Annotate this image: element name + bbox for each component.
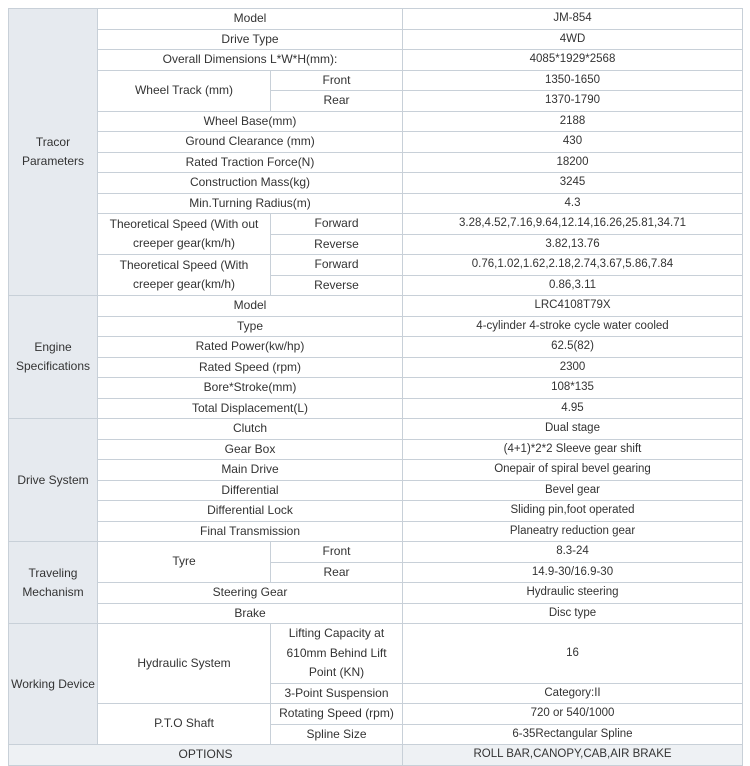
spec-sublabel: Reverse: [271, 234, 403, 255]
spec-value: Planeatry reduction gear: [403, 521, 743, 542]
spec-sublabel: Forward: [271, 255, 403, 276]
spec-sublabel: Forward: [271, 214, 403, 235]
spec-label: Theoretical Speed (With creeper gear(km/h): [98, 255, 271, 296]
table-row: [9, 378, 743, 399]
table-row: [9, 460, 743, 481]
spec-label: Brake: [98, 603, 403, 624]
table-row: [9, 583, 743, 604]
table-row: [9, 152, 743, 173]
spec-sublabel: Lifting Capacity at 610mm Behind Lift Point (KN): [271, 624, 403, 684]
table-row: [9, 337, 743, 358]
spec-value: Onepair of spiral bevel gearing: [403, 460, 743, 481]
table-row: [9, 296, 743, 317]
spec-value: 4.3: [403, 193, 743, 214]
section-engine-specifications: Engine Specifications: [9, 296, 98, 419]
spec-value: 0.76,1.02,1.62,2.18,2.74,3.67,5.86,7.84: [403, 255, 743, 276]
spec-label: Total Displacement(L): [98, 398, 403, 419]
table-row: [9, 704, 743, 725]
section-traveling-mechanism: Traveling Mechanism: [9, 542, 98, 624]
spec-value: 2300: [403, 357, 743, 378]
spec-label: Clutch: [98, 419, 403, 440]
spec-value: 1370-1790: [403, 91, 743, 112]
spec-label: Type: [98, 316, 403, 337]
spec-sublabel: Reverse: [271, 275, 403, 296]
spec-label: Main Drive: [98, 460, 403, 481]
spec-value: 2188: [403, 111, 743, 132]
table-row: [9, 111, 743, 132]
table-row: [9, 439, 743, 460]
spec-value: (4+1)*2*2 Sleeve gear shift: [403, 439, 743, 460]
spec-label: Gear Box: [98, 439, 403, 460]
spec-value: Dual stage: [403, 419, 743, 440]
spec-value: 4085*1929*2568: [403, 50, 743, 71]
spec-value: 3.82,13.76: [403, 234, 743, 255]
spec-label: Rated Speed (rpm): [98, 357, 403, 378]
spec-value: 0.86,3.11: [403, 275, 743, 296]
spec-value: JM-854: [403, 9, 743, 30]
section-drive-system: Drive System: [9, 419, 98, 542]
specifications-table: [8, 8, 743, 766]
table-row: [9, 501, 743, 522]
spec-label: Rated Traction Force(N): [98, 152, 403, 173]
table-row: [9, 480, 743, 501]
spec-label: Wheel Track (mm): [98, 70, 271, 111]
table-row: [9, 542, 743, 563]
spec-label: P.T.O Shaft: [98, 704, 271, 745]
spec-value: Disc type: [403, 603, 743, 624]
spec-label: Wheel Base(mm): [98, 111, 403, 132]
table-row: [9, 9, 743, 30]
table-row: [9, 603, 743, 624]
table-row: [9, 398, 743, 419]
options-value: ROLL BAR,CANOPY,CAB,AIR BRAKE: [403, 745, 743, 766]
spec-value: 720 or 540/1000: [403, 704, 743, 725]
spec-value: 3245: [403, 173, 743, 194]
spec-value: Sliding pin,foot operated: [403, 501, 743, 522]
spec-label: Rated Power(kw/hp): [98, 337, 403, 358]
spec-value: 18200: [403, 152, 743, 173]
spec-value: LRC4108T79X: [403, 296, 743, 317]
spec-sublabel: Rotating Speed (rpm): [271, 704, 403, 725]
spec-value: 4.95: [403, 398, 743, 419]
spec-label: Model: [98, 296, 403, 317]
spec-label: Final Transmission: [98, 521, 403, 542]
spec-label: Differential Lock: [98, 501, 403, 522]
spec-value: 4WD: [403, 29, 743, 50]
spec-value: Hydraulic steering: [403, 583, 743, 604]
spec-sublabel: Rear: [271, 91, 403, 112]
spec-label: Differential: [98, 480, 403, 501]
spec-label: Tyre: [98, 542, 271, 583]
spec-label: Model: [98, 9, 403, 30]
spec-sublabel: Front: [271, 542, 403, 563]
spec-value: 8.3-24: [403, 542, 743, 563]
spec-sublabel: 3-Point Suspension: [271, 683, 403, 704]
spec-label: Construction Mass(kg): [98, 173, 403, 194]
spec-sublabel: Front: [271, 70, 403, 91]
spec-value: 62.5(82): [403, 337, 743, 358]
table-row: [9, 316, 743, 337]
table-row: [9, 70, 743, 91]
spec-value: 3.28,4.52,7.16,9.64,12.14,16.26,25.81,34.71: [403, 214, 743, 235]
spec-value: 6-35Rectangular Spline: [403, 724, 743, 745]
table-row: [9, 132, 743, 153]
spec-sublabel: Rear: [271, 562, 403, 583]
section-working-device: Working Device: [9, 624, 98, 745]
spec-value: Category:II: [403, 683, 743, 704]
spec-label: Ground Clearance (mm): [98, 132, 403, 153]
table-row: [9, 745, 743, 766]
spec-value: 430: [403, 132, 743, 153]
table-row: [9, 419, 743, 440]
table-row: [9, 29, 743, 50]
table-row: [9, 173, 743, 194]
spec-label: Min.Turning Radius(m): [98, 193, 403, 214]
table-row: [9, 357, 743, 378]
table-row: [9, 255, 743, 276]
spec-value: 1350-1650: [403, 70, 743, 91]
table-row: [9, 193, 743, 214]
spec-label: Theoretical Speed (With out creeper gear(km/h): [98, 214, 271, 255]
table-row: [9, 50, 743, 71]
spec-value: 14.9-30/16.9-30: [403, 562, 743, 583]
spec-value: 4-cylinder 4-stroke cycle water cooled: [403, 316, 743, 337]
spec-label: Drive Type: [98, 29, 403, 50]
spec-label: Overall Dimensions L*W*H(mm):: [98, 50, 403, 71]
spec-value: Bevel gear: [403, 480, 743, 501]
table-row: [9, 624, 743, 684]
table-row: [9, 214, 743, 235]
spec-label: Steering Gear: [98, 583, 403, 604]
spec-sublabel: Spline Size: [271, 724, 403, 745]
spec-label: Bore*Stroke(mm): [98, 378, 403, 399]
spec-label: Hydraulic System: [98, 624, 271, 704]
spec-value: 108*135: [403, 378, 743, 399]
options-label: OPTIONS: [9, 745, 403, 766]
spec-value: 16: [403, 624, 743, 684]
section-tractor-parameters: Tracor Parameters: [9, 9, 98, 296]
table-row: [9, 521, 743, 542]
